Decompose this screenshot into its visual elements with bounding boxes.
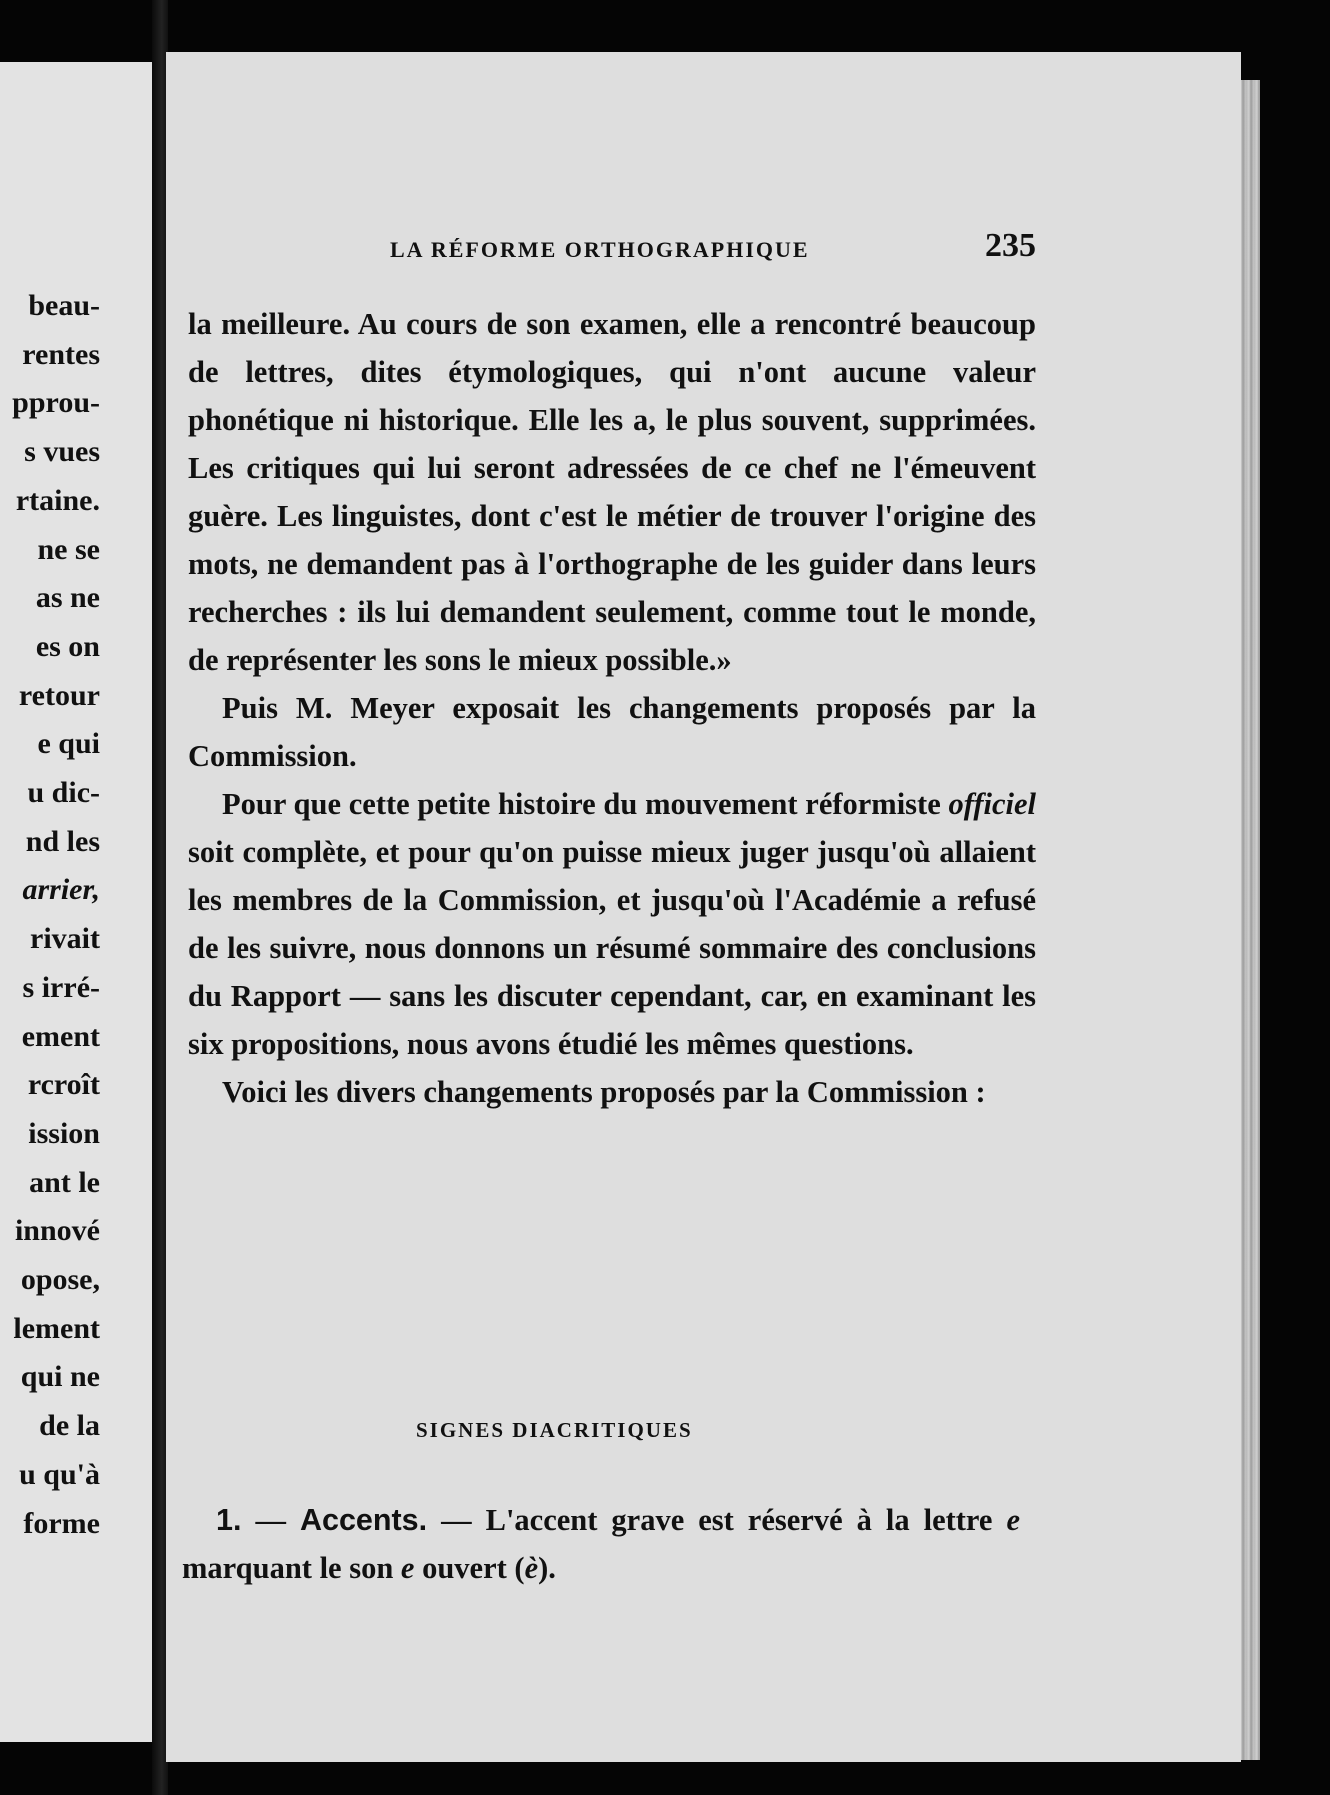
- rule-text: marquant le son: [182, 1551, 401, 1585]
- previous-page-line: ne se: [37, 532, 100, 566]
- paragraph-3-text: soit complète, et pour qu'on puisse mieux juger jusqu'où allaient les membres de la Commission, et jusqu'où l'Académie a refusé de les suivre, nous donnons un résumé sommaire des conclusions du Rapport — sans les discuter cependant, car, en examinant les six propositions, nous avons étudié les mêmes questions.: [188, 835, 1036, 1061]
- paragraph-3: [188, 780, 1036, 1068]
- previous-page-line: arrier,: [22, 873, 100, 907]
- previous-page-line: ement: [21, 1019, 100, 1053]
- previous-page-line: e qui: [37, 727, 100, 761]
- previous-page-line: qui ne: [20, 1360, 100, 1394]
- rule-letter-e: e: [400, 1551, 415, 1585]
- previous-page-line: beau-: [28, 289, 100, 322]
- previous-page-line: opose,: [20, 1263, 100, 1297]
- previous-page-line: rivait: [30, 922, 100, 956]
- paragraph-2: Puis M. Meyer exposait les changements proposés par la Commission.: [188, 691, 1036, 773]
- previous-page-line: u dic-: [27, 776, 100, 810]
- previous-page-line: nd les: [25, 824, 100, 858]
- running-title: LA RÉFORME ORTHOGRAPHIQUE: [390, 237, 810, 262]
- paragraph-4: Voici les divers changements proposés par la Commission :: [222, 1075, 986, 1109]
- rule-1: [182, 1496, 1020, 1592]
- previous-page-line: rentes: [22, 337, 100, 371]
- paragraph-3-italic: officiel: [948, 787, 1036, 821]
- paragraph-3-text: Pour que cette petite histoire du mouvement réformiste: [222, 787, 949, 821]
- previous-page-line: rtaine.: [15, 483, 100, 517]
- rule-text: — L'accent grave est réservé à la lettre: [427, 1503, 1007, 1537]
- paragraph-1: la meilleure. Au cours de son examen, elle a rencontré beaucoup de lettres, dites étymologiques, qui n'ont aucune valeur phonétique ni historique. Elle les a, le plus souvent, supprimées. Les critiques qui lui seront adressées de ce chef ne l'émeuvent guère. Les linguistes, dont c'est le métier de trouver l'origine des mots, ne demandent pas à l'orthographe de les guider dans leurs recherches : ils lui demandent seulement, comme tout le monde, de représenter les sons le mieux possible.»: [188, 307, 1036, 677]
- rule-dash: —: [241, 1503, 300, 1537]
- previous-page-line: de la: [39, 1409, 100, 1443]
- body-text: [188, 300, 1036, 1116]
- rule-title: Accents.: [299, 1503, 428, 1537]
- previous-page-line: es on: [35, 629, 100, 663]
- rule-text: ouvert (: [414, 1551, 525, 1585]
- rule-number: 1.: [216, 1503, 242, 1537]
- previous-page-line: s irré-: [22, 970, 100, 1004]
- rule-text: ).: [538, 1551, 556, 1585]
- previous-page-line: rcroît: [27, 1068, 100, 1102]
- previous-page-line: pprou-: [12, 386, 100, 420]
- rule-letter-e-grave: è: [524, 1551, 539, 1585]
- page-number: 235: [985, 227, 1036, 264]
- previous-page-line: ission: [28, 1116, 100, 1150]
- running-head: [220, 227, 1050, 273]
- rule-letter-e: e: [1006, 1503, 1020, 1537]
- previous-page-line: innové: [14, 1214, 100, 1248]
- previous-page-line: forme: [23, 1506, 100, 1540]
- previous-page-line: s vues: [24, 435, 100, 469]
- previous-page-line: lement: [13, 1311, 100, 1345]
- previous-page: [0, 62, 152, 1742]
- previous-page-line: u qu'à: [19, 1457, 100, 1491]
- section-heading: SIGNES DIACRITIQUES: [416, 1418, 693, 1442]
- rule-1-text: [182, 1496, 1020, 1592]
- previous-page-line: retour: [18, 678, 100, 712]
- previous-page-line: as ne: [35, 581, 100, 615]
- previous-page-lines: [12, 282, 100, 1548]
- previous-page-line: ant le: [29, 1165, 100, 1199]
